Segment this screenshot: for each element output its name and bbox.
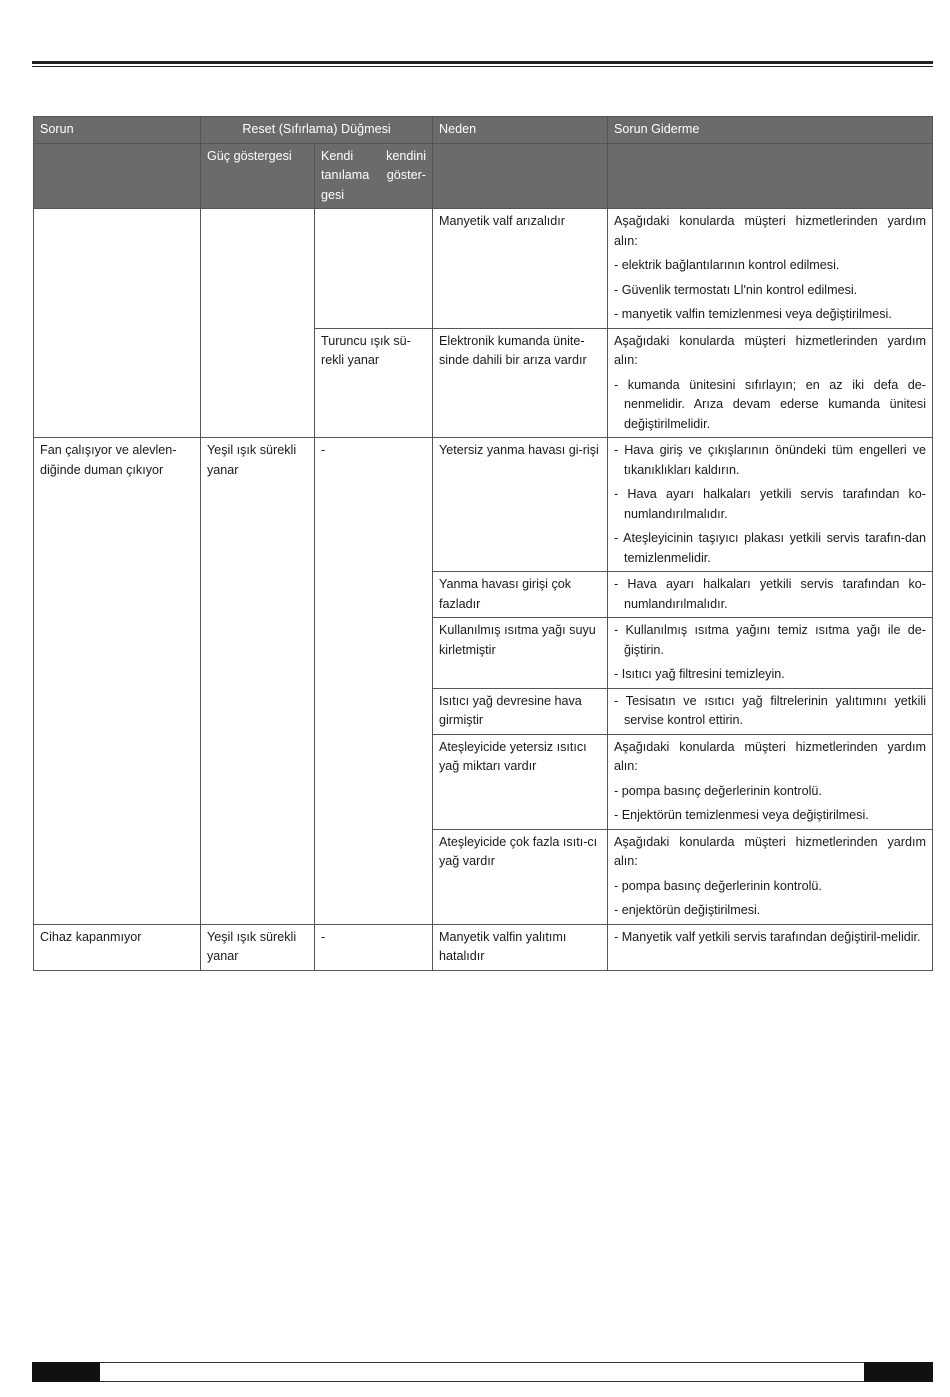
giderme-cell [608, 924, 933, 970]
giderme-intro: Aşağıdaki konularda müşteri hizmetlerinden yardım alın: [614, 333, 926, 367]
giderme-item: - manyetik valfin temizlenmesi veya değiştirilmesi. [614, 307, 892, 321]
giderme-item: - elektrik bağlantılarının kontrol edilmesi. [614, 258, 840, 272]
neden-cell: Ateşleyicide çok fazla ısıtı-cı yağ vardır [433, 829, 608, 924]
neden-cell: Yetersiz yanma havası gi-rişi [433, 438, 608, 572]
subheader-empty-sorun [34, 143, 201, 209]
sorun-cell [34, 209, 201, 438]
header-reset: Reset (Sıfırlama) Düğmesi [201, 117, 433, 144]
sorun-cell: Cihaz kapanmıyor [34, 924, 201, 970]
footer-left-block [32, 1362, 100, 1382]
giderme-item: - enjektörün değiştirilmesi. [614, 903, 761, 917]
giderme-item: - Kullanılmış ısıtma yağını temiz ısıtma yağı ile de-ğiştirin. [614, 623, 926, 657]
giderme-item: - Ateşleyicinin taşıyıcı plakası yetkili servis tarafın-dan temizlenmelidir. [614, 531, 926, 565]
subheader-guc: Güç göstergesi [201, 143, 315, 209]
table-row [34, 924, 933, 970]
giderme-cell [608, 572, 933, 618]
giderme-item: - pompa basınç değerlerinin kontrolü. [614, 783, 822, 798]
subheader-kendi: Kendi kendini tanılama göster-gesi [315, 143, 433, 209]
giderme-item: - Hava ayarı halkaları yetkili servis tarafından ko-numlandırılmalıdır. [614, 577, 926, 611]
header-giderme: Sorun Giderme [608, 117, 933, 144]
giderme-item: - Hava ayarı halkaları yetkili servis tarafından ko-numlandırılmalıdır. [614, 487, 926, 521]
giderme-item: - pompa basınç değerlerinin kontrolü. [614, 878, 822, 893]
guc-cell: Yeşil ışık sürekli yanar [201, 924, 315, 970]
kendi-cell: - [315, 438, 433, 925]
header-neden: Neden [433, 117, 608, 144]
neden-cell: Elektronik kumanda ünite-sinde dahili bir arıza vardır [433, 328, 608, 438]
troubleshooting-table [33, 116, 933, 971]
giderme-cell [608, 209, 933, 329]
header-rule-thin [32, 66, 933, 67]
header-sorun: Sorun [34, 117, 201, 144]
giderme-item: - Manyetik valf yetkili servis tarafından değiştiril-melidir. [614, 929, 921, 944]
neden-cell: Isıtıcı yağ devresine hava girmiştir [433, 688, 608, 734]
table-row [34, 209, 933, 329]
sorun-cell: Fan çalışıyor ve alevlen-diğinde duman çıkıyor [34, 438, 201, 925]
kendi-cell [315, 209, 433, 329]
neden-cell: Ateşleyicide yetersiz ısıtıcı yağ miktarı vardır [433, 734, 608, 829]
footer-right-block [864, 1362, 933, 1382]
neden-cell: Yanma havası girişi çok fazladır [433, 572, 608, 618]
giderme-intro: Aşağıdaki konularda müşteri hizmetlerinden yardım alın: [614, 739, 926, 773]
giderme-cell [608, 688, 933, 734]
giderme-cell [608, 438, 933, 572]
footer-bar [32, 1362, 933, 1382]
giderme-item: - Tesisatın ve ısıtıcı yağ filtrelerinin yalıtımını yetkili servise kontrol ettirin. [614, 693, 926, 727]
header-rule-thick [32, 61, 933, 64]
giderme-cell [608, 734, 933, 829]
giderme-item: - Enjektörün temizlenmesi veya değiştirilmesi. [614, 808, 869, 822]
subheader-empty-giderme [608, 143, 933, 209]
giderme-item: - Hava giriş ve çıkışlarının önündeki tüm engelleri ve tıkanıklıkları kaldırın. [614, 443, 926, 477]
guc-cell: Yeşil ışık sürekli yanar [201, 438, 315, 925]
kendi-cell: - [315, 924, 433, 970]
giderme-item: - Isıtıcı yağ filtresini temizleyin. [614, 667, 785, 681]
kendi-cell: Turuncu ışık sü-rekli yanar [315, 328, 433, 438]
giderme-cell [608, 829, 933, 924]
guc-cell [201, 209, 315, 438]
giderme-intro: Aşağıdaki konularda müşteri hizmetlerinden yardım alın: [614, 214, 926, 248]
table-row [34, 438, 933, 572]
table-subheader-row [34, 143, 933, 209]
giderme-cell [608, 328, 933, 438]
neden-cell: Manyetik valfin yalıtımı hatalıdır [433, 924, 608, 970]
giderme-item: - kumanda ünitesini sıfırlayın; en az iki defa de-nenmelidir. Arıza devam ederse kumanda ünitesi değiştirilmelidir. [614, 377, 926, 431]
giderme-item: - Güvenlik termostatı Ll'nin kontrol edilmesi. [614, 282, 858, 297]
giderme-cell [608, 618, 933, 689]
giderme-intro: Aşağıdaki konularda müşteri hizmetlerinden yardım alın: [614, 834, 926, 868]
neden-cell: Kullanılmış ısıtma yağı suyu kirletmiştir [433, 618, 608, 689]
neden-cell: Manyetik valf arızalıdır [433, 209, 608, 329]
table-header-row [34, 117, 933, 144]
subheader-empty-neden [433, 143, 608, 209]
